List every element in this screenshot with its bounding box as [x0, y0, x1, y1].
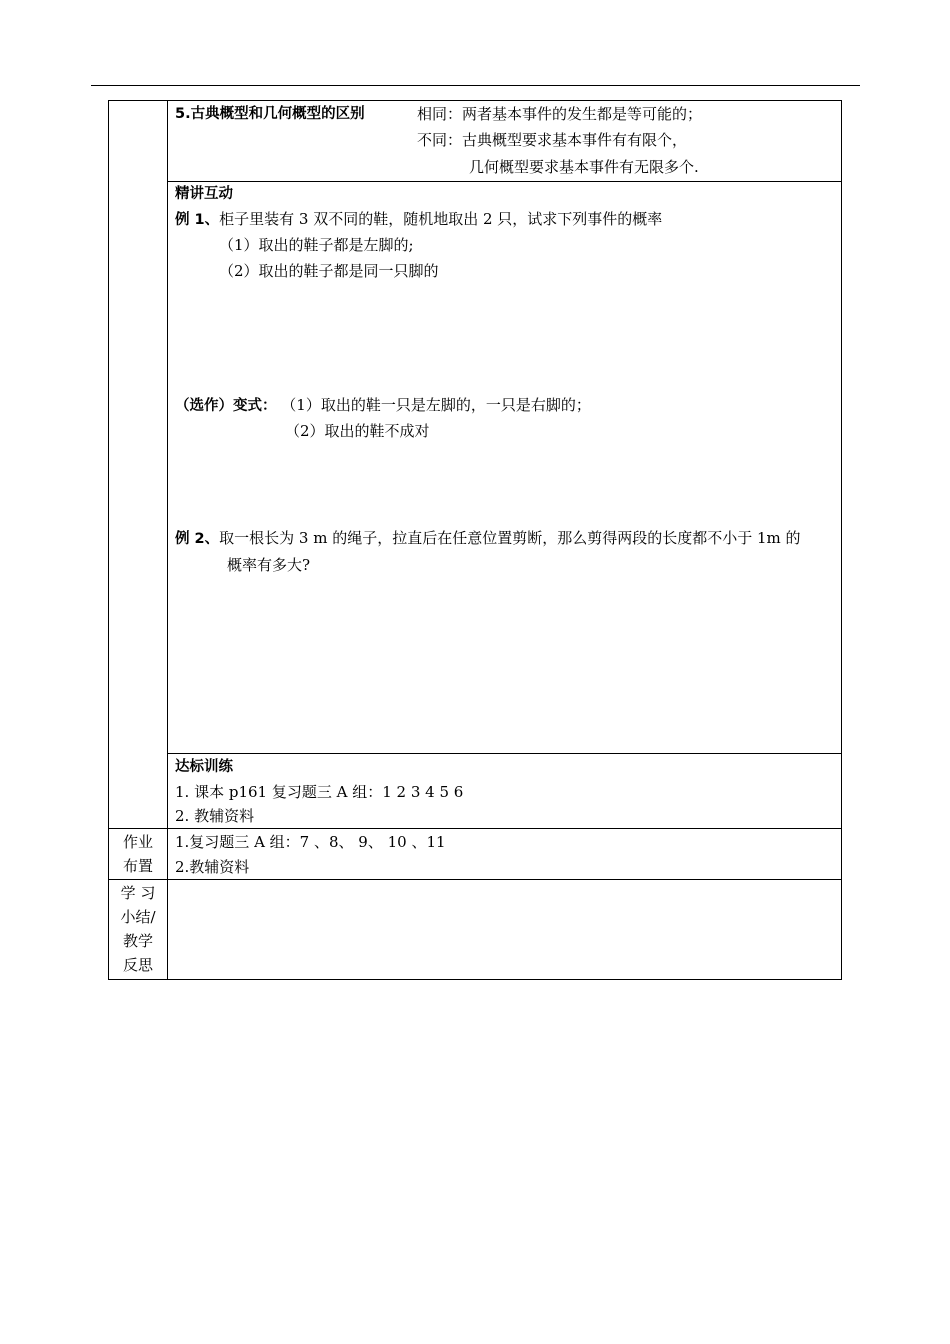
- section5-same: 相同：两者基本事件的发生都是等可能的；: [417, 105, 703, 123]
- example1-text: 柜子里装有 3 双不同的鞋，随机地取出 2 只，试求下列事件的概率: [219, 210, 663, 228]
- variant: [175, 395, 591, 416]
- example2-label: 例 2、: [175, 531, 220, 547]
- example2-text: 取一根长为 3 m 的绳子，拉直后在任意位置剪断，那么剪得两段的长度都不小于 1m 的: [219, 529, 801, 547]
- column-divider: [167, 101, 168, 979]
- row-divider-homework: [109, 879, 841, 880]
- homework-item1: 1.复习题三 A 组：7 、8、 9、 10 、11: [175, 833, 446, 851]
- row-divider-section5: [167, 181, 841, 182]
- summary-label: [109, 881, 167, 977]
- homework-item2: 2.教辅资料: [175, 858, 250, 876]
- summary-label-line3: 教学: [122, 932, 153, 950]
- header-rule: [91, 85, 860, 86]
- variant-question1: （1）取出的鞋一只是左脚的，一只是右脚的；: [281, 396, 591, 414]
- example1-label: 例 1、: [175, 212, 220, 228]
- example2: [175, 528, 801, 549]
- variant-question2: （2）取出的鞋不成对: [285, 422, 430, 440]
- homework-label-line1: 作业: [122, 833, 153, 851]
- homework-label-line2: 布置: [122, 857, 153, 875]
- row-divider-interactive: [167, 753, 841, 754]
- homework-label: [109, 830, 167, 878]
- interactive-heading: 精讲互动: [175, 186, 233, 202]
- example1-question2: （2）取出的鞋子都是同一只脚的: [219, 262, 439, 280]
- training-item1: 1. 课本 p161 复习题三 A 组：1 2 3 4 5 6: [175, 783, 464, 801]
- section5-diff2: 几何概型要求基本事件有无限多个.: [469, 158, 699, 176]
- variant-label: （选作）变式：: [175, 398, 277, 414]
- example2-text-continued: 概率有多大?: [227, 556, 311, 574]
- lesson-table: [108, 100, 842, 980]
- training-heading: 达标训练: [175, 759, 233, 775]
- section5-diff1: 不同：古典概型要求基本事件有有限个，: [417, 131, 688, 149]
- summary-label-line4: 反思: [122, 956, 153, 974]
- example1-question1: （1）取出的鞋子都是左脚的;: [219, 236, 414, 254]
- row-divider-training: [109, 828, 841, 829]
- example1: [175, 209, 662, 230]
- summary-label-line1: 学 习: [120, 884, 156, 902]
- section5-title: 5.古典概型和几何概型的区别: [175, 106, 365, 122]
- summary-label-line2: 小结/: [120, 908, 156, 926]
- training-item2: 2. 教辅资料: [175, 807, 255, 825]
